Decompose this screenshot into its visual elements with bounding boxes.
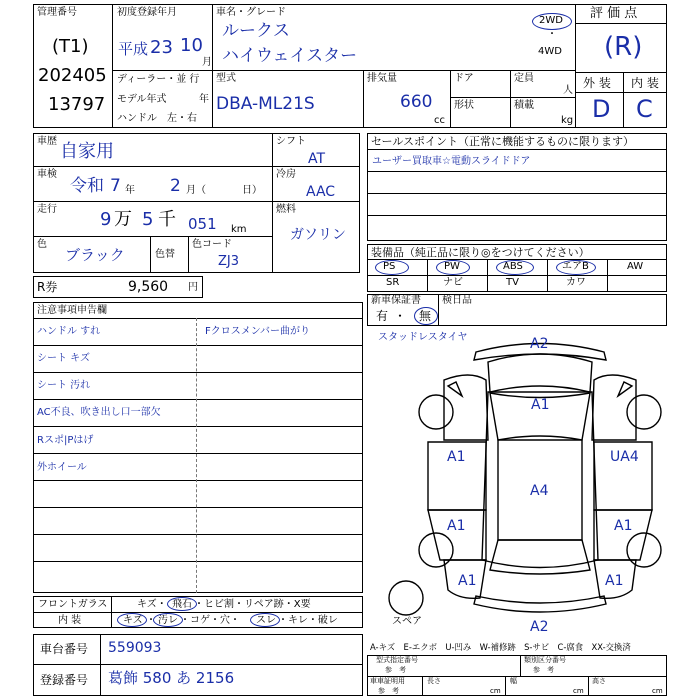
load-unit: kg	[561, 115, 574, 126]
exterior-label: 外 装	[583, 76, 611, 90]
type-value: DBA-ML21S	[216, 94, 315, 114]
name-grade-label: 車名・グレード	[216, 7, 286, 18]
history-value: 自家用	[60, 141, 114, 162]
left-rear-wheel	[419, 533, 453, 567]
glass-p2: 飛石	[172, 599, 192, 610]
length-label: 長さ	[427, 677, 441, 685]
kanri-label: 管理番号	[37, 7, 77, 18]
insp-day-unit: 日）	[242, 185, 262, 196]
warranty-none: 無	[419, 309, 432, 323]
right-rear-wheel	[627, 533, 661, 567]
ref-2: 参 考	[533, 666, 554, 674]
equip-aw: AW	[627, 261, 644, 272]
recycle-unit: 円	[188, 282, 198, 293]
note-right-1: Fクロスメンバー曲がり	[205, 326, 311, 337]
cert-label: 車車証明用	[370, 677, 405, 685]
cm-2: cm	[573, 687, 584, 695]
equip-airbag: エアB	[562, 261, 589, 272]
mark-hood: A1	[531, 397, 550, 413]
equip-leather: カワ	[566, 277, 586, 288]
load-label: 積載	[514, 100, 534, 111]
mark-left-front-door: A1	[447, 449, 466, 465]
mileage-sen: 5	[142, 209, 154, 230]
registration-value: 葛飾 580 あ 2156	[108, 669, 235, 687]
fuel-label: 燃料	[276, 204, 296, 215]
handle-label: ハンドル 左・右	[117, 113, 197, 124]
note-left-1: ハンドル すれ	[37, 326, 101, 337]
width-label: 幅	[510, 677, 517, 685]
left-front-wheel	[419, 395, 453, 429]
month-unit: 月	[202, 57, 212, 68]
reg-year: 23	[150, 37, 173, 58]
chassis-value: 559093	[108, 640, 162, 656]
mark-right-quarter: A1	[605, 573, 624, 589]
right-mirror	[618, 382, 632, 396]
cm-1: cm	[490, 687, 501, 695]
ac-value: AAC	[306, 184, 336, 200]
dealer-label: ディーラー・並 行	[117, 74, 200, 85]
interior-label: 内 装	[631, 76, 659, 90]
spare-tire	[389, 581, 423, 615]
capacity-label: 定員	[514, 73, 534, 84]
drive-dot: ・	[547, 29, 557, 40]
interior-grade: C	[636, 95, 653, 123]
body-outline	[482, 392, 598, 568]
glass-label: フロントガラス	[38, 599, 108, 610]
mileage-man-unit: 万	[114, 209, 132, 230]
mark-front-bumper: A2	[530, 336, 549, 352]
warranty-dot: ・	[394, 309, 407, 323]
mileage-sen-unit: 千	[158, 209, 176, 230]
door-label: ドア	[454, 73, 474, 84]
insp-month: 2	[170, 176, 181, 196]
car-grade: ハイウェイスター	[222, 46, 358, 66]
mark-rear-bumper: A2	[530, 619, 549, 635]
equip-navi: ナビ	[443, 277, 463, 288]
mileage-unit: km	[231, 224, 247, 235]
insp-year-unit: 年	[125, 185, 135, 196]
shift-label: シフト	[276, 136, 306, 147]
color-change-label: 色替	[155, 249, 175, 260]
cm-3: cm	[652, 687, 663, 695]
mark-left-rear-door: A1	[447, 518, 466, 534]
registration-label: 登録番号	[40, 673, 89, 687]
color-label: 色	[37, 239, 47, 250]
notes-label: 注意事項申告欄	[37, 305, 107, 316]
equip-ps: PS	[383, 261, 396, 272]
warranty-label: 新車保証書	[371, 295, 421, 306]
stamp-label: 検日品	[442, 295, 472, 306]
kanri-code: (T1)	[52, 36, 89, 57]
height-label: 高さ	[592, 677, 606, 685]
shape-label: 形状	[454, 100, 474, 111]
color-code-value: ZJ3	[218, 254, 240, 269]
model-year-label: モデル年式	[117, 94, 167, 105]
insp-year: 7	[110, 176, 121, 196]
insp-era: 令和	[70, 176, 104, 196]
history-label: 車歴	[37, 136, 57, 147]
mileage-label: 走行	[37, 204, 57, 215]
ref-3: 参 考	[378, 687, 399, 695]
rating-value: (R)	[604, 32, 643, 62]
mark-right-rear-door: A1	[614, 518, 633, 534]
recycle-label: R券	[37, 280, 58, 294]
spare-label: スペア	[392, 616, 422, 627]
left-mirror	[448, 382, 462, 396]
int-p6: ・キレ・破レ	[278, 615, 338, 626]
car-name: ルークス	[222, 21, 290, 41]
rating-label: 評 価 点	[590, 6, 638, 21]
model-year-unit: 年	[199, 94, 209, 105]
first-reg-label: 初度登録年月	[117, 7, 177, 18]
rear-bumper	[474, 596, 606, 612]
note-left-5: Rスポ|Pはげ	[37, 435, 94, 446]
chassis-label: 車台番号	[40, 642, 89, 656]
category-label: 類別区分番号	[524, 656, 566, 664]
kanri-number: 202405	[38, 65, 107, 86]
hood	[488, 354, 592, 392]
type-cert-label: 型式指定番号	[376, 656, 418, 664]
equip-abs: ABS	[503, 261, 523, 272]
glass-p3: ・ヒビ割・リペア跡・X要	[194, 599, 311, 610]
insp-month-unit: 月（	[186, 185, 206, 196]
int-p4: ・コゲ・穴・	[180, 615, 240, 626]
warranty-has: 有	[376, 309, 389, 323]
displacement-value: 660	[400, 92, 433, 112]
right-front-wheel	[627, 395, 661, 429]
drive-4wd: 4WD	[538, 46, 562, 57]
ac-label: 冷房	[276, 169, 296, 180]
mileage-rest: 051	[188, 215, 217, 233]
drive-2wd: 2WD	[539, 15, 563, 26]
inspection-label: 車検	[37, 169, 57, 180]
note-left-4: AC不良、吹き出し口一部欠	[37, 407, 161, 418]
ref-1: 参 考	[385, 666, 406, 674]
interior-row-label: 内 装	[58, 615, 82, 626]
int-p5: スレ	[256, 615, 276, 626]
sales-point-1: ユーザー買取車☆電動スライドドア	[372, 156, 531, 167]
int-p1: キズ	[123, 615, 143, 626]
shift-value: AT	[308, 151, 326, 167]
reg-month: 10	[180, 35, 203, 56]
glass-p1: キズ・	[137, 599, 167, 610]
type-label: 型式	[216, 73, 236, 84]
fuel-value: ガソリン	[290, 227, 346, 243]
damage-legend: A-キズ E-エクボ U-凹み W-補修跡 S-サビ C-腐食 XX-交換済	[370, 642, 631, 652]
kanri-number-2: 13797	[48, 94, 106, 115]
sales-points-label: セールスポイント（正常に機能するものに限ります）	[371, 135, 635, 148]
int-p3: 汚レ	[158, 615, 178, 626]
era: 平成	[118, 40, 149, 58]
displacement-unit: cc	[434, 115, 445, 126]
int-p2: ・	[146, 615, 156, 626]
note-left-2: シート キズ	[37, 353, 90, 364]
note-left-6: 外ホイール	[37, 462, 87, 473]
mark-roof: A4	[530, 483, 549, 499]
equip-pw: PW	[444, 261, 460, 272]
equip-tv: TV	[506, 277, 519, 288]
mark-right-front-door: UA4	[610, 449, 639, 465]
recycle-value: 9,560	[128, 279, 169, 295]
color-code-label: 色コード	[192, 239, 232, 250]
mark-left-quarter: A1	[458, 573, 477, 589]
exterior-grade: D	[592, 95, 611, 123]
capacity-unit: 人	[563, 85, 573, 96]
displacement-label: 排気量	[367, 73, 397, 84]
mileage-man: 9	[100, 209, 112, 230]
rear-window	[490, 540, 590, 574]
color-value: ブラック	[65, 246, 125, 264]
studless-label: スタッドレスタイヤ	[378, 332, 468, 343]
equip-sr: SR	[386, 277, 400, 288]
equipment-label: 装備品（純正品に限り◎をつけてください）	[371, 246, 590, 259]
note-left-3: シート 汚れ	[37, 380, 91, 391]
